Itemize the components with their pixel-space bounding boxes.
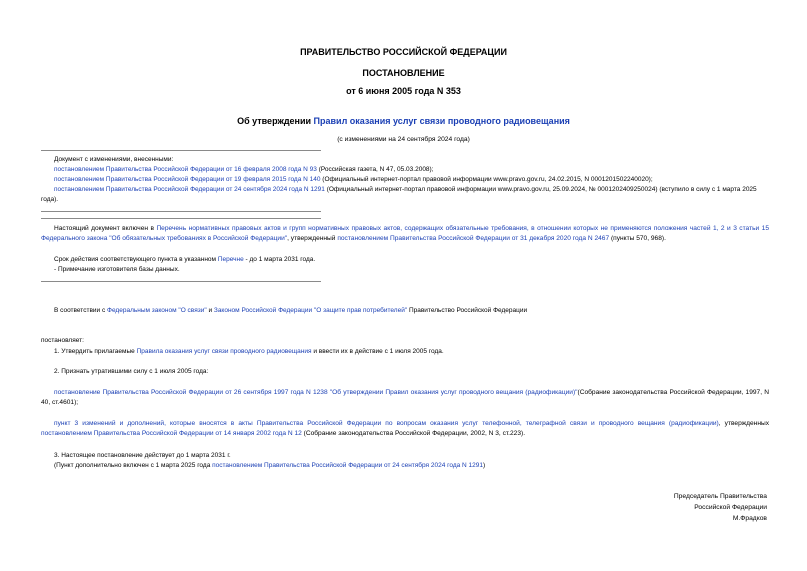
perechen-link[interactable]: Перечень нормативных правовых актов и групп нормативных правовых актов, содержащих обязательные требования, в отношении которых не применяются положения частей 1, 2 и 3 статьи 15 Федерального закона "Об обязательных требованиях в Российской Федерации" (41, 225, 769, 242)
point-3-inclusion-note: (Пункт дополнительно включен с 1 марта 2025 года постановлением Правительства Российской Федерации от 24 сентября 2024 года N 1291) (54, 462, 486, 469)
divider (41, 281, 321, 282)
inclusion-note: Настоящий документ включен в Перечень нормативных правовых актов и групп нормативных правовых актов, содержащих обязательные требования, в отношении которых не применяются положения частей 1, 2 и 3 статьи 15 Федерального закона "Об обязательных требованиях в Российской Федерации", утвержденный постановлением Правительства Российской Федерации от 31 декабря 2020 года N 2467 (пункты 570, 968). (41, 225, 769, 242)
change-item (41, 185, 769, 204)
point-2-item-a: постановление Правительства Российской Федерации от 26 сентября 1997 года N 1238 "Об утверждении Правил оказания услуг проводного вещания (радиофикации)"(Собрание законодательства Российской Федерации, 1997, N 40, ст.4601); (41, 389, 769, 406)
divider (41, 218, 321, 219)
point-2-item-b: пункт 3 изменений и дополнений, которые вносятся в акты Правительства Российской Федерации по вопросам оказания услуг телефонной, телеграфной связи и проводного вещания (радиофикации), утвержденных постановлением Правительства Российской Федерации от 14 января 2002 года N 12 (Собрание законодательства Российской Федерации, 2002, N 3, ст.223). (41, 420, 769, 437)
signer-name: М.Фрадков (732, 515, 767, 522)
change-item (54, 165, 434, 175)
change-source: (Российская газета, N 47, 05.03.2008); (316, 166, 434, 173)
term-note: Срок действия соответствующего пункта в указанном Перечне - до 1 марта 2031 года. (54, 256, 316, 263)
change-link[interactable]: постановлением Правительства Российской Федерации от 16 февраля 2008 года N 93 (54, 166, 317, 173)
changes-intro: Документ с изменениями, внесенными: (54, 156, 174, 163)
signer-organization: Российской Федерации (694, 504, 767, 511)
divider (41, 211, 321, 212)
signer-position: Председатель Правительства (673, 493, 767, 500)
document-title (0, 116, 807, 126)
divider (41, 150, 321, 151)
point-3-changes-link[interactable]: пункт 3 изменений и дополнений, которые вносятся в акты Правительства Российской Федерации по вопросам оказания услуг телефонной, телеграфной связи и проводного вещания (радиофикации) (54, 420, 719, 427)
document-date-number: от 6 июня 2005 года N 353 (346, 86, 461, 96)
decides-label: постановляет: (41, 337, 84, 344)
change-link[interactable]: постановлением Правительства Российской Федерации от 24 сентября 2024 года N 1291 (54, 186, 325, 193)
decree-1238-link[interactable]: постановление Правительства Российской Федерации от 26 сентября 1997 года N 1238 "Об утверждении Правил оказания услуг проводного вещания (радиофикации)" (54, 389, 578, 396)
decree-1291-link[interactable]: постановлением Правительства Российской Федерации от 24 сентября 2024 года N 1291 (212, 462, 484, 469)
law-on-communications-link[interactable]: Федеральным законом "О связи" (107, 307, 207, 314)
change-source: (Официальный интернет-портал правовой информации www.pravo.gov.ru, 24.02.2015, N 0001201502240020); (320, 176, 653, 183)
decree-2467-link[interactable]: постановлением Правительства Российской Федерации от 31 декабря 2020 года N 2467 (337, 234, 610, 242)
perechen-short-link[interactable]: Перечне (217, 256, 244, 263)
title-prefix: Об утверждении (237, 116, 314, 126)
decree-12-link[interactable]: постановлением Правительства Российской Федерации от 14 января 2002 года N 12 (41, 429, 302, 437)
consumer-protection-law-link[interactable]: Законом Российской Федерации "О защите прав потребителей" (213, 307, 408, 314)
db-maker-note: - Примечание изготовителя базы данных. (54, 266, 180, 273)
signature-block (674, 491, 767, 524)
change-source: (Официальный интернет-портал правовой информации www.pravo.gov.ru, 25.09.2024, № 0001202409250024) (вступило в силу с 1 марта 2025 года). (41, 186, 757, 203)
preamble: В соответствии с Федеральным законом "О связи" и Законом Российской Федерации "О защите прав потребителей" Правительство Российской Федерации (54, 307, 528, 314)
change-item (54, 175, 653, 185)
edition-note: (с изменениями на 24 сентября 2024 года) (337, 136, 470, 143)
title-rules-link[interactable]: Правил оказания услуг связи проводного радиовещания (313, 116, 570, 126)
point-3: 3. Настоящее постановление действует до 1 марта 2031 г. (54, 452, 231, 459)
point-2-heading: 2. Признать утратившими силу с 1 июля 2005 года: (54, 368, 209, 375)
change-link[interactable]: постановлением Правительства Российской Федерации от 19 февраля 2015 года N 140 (54, 176, 321, 183)
rules-link[interactable]: Правила оказания услуг связи проводного радиовещания (136, 348, 312, 355)
government-name: ПРАВИТЕЛЬСТВО РОССИЙСКОЙ ФЕДЕРАЦИИ (300, 47, 507, 57)
point-1: 1. Утвердить прилагаемые Правила оказания услуг связи проводного радиовещания и ввести их в действие с 1 июля 2005 года. (54, 348, 444, 355)
document-type: ПОСТАНОВЛЕНИЕ (362, 68, 445, 78)
